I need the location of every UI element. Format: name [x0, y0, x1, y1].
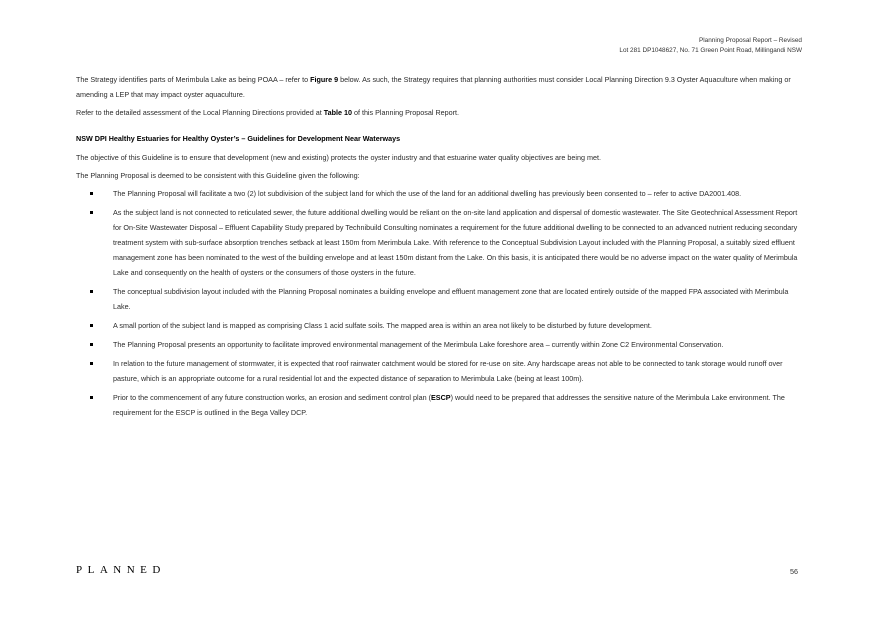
list-item-text: A small portion of the subject land is mapped as comprising Class 1 acid sulfate soils. The mapped area is within an area not likely to be disturbed by future development. — [113, 321, 652, 330]
figure-reference: Figure 9 — [310, 75, 339, 84]
section-heading: NSW DPI Healthy Estuaries for Healthy Oyster’s – Guidelines for Development Near Waterways — [76, 134, 401, 143]
list-item-text: In relation to the future management of stormwater, it is expected that roof rainwater catchment would be stored for re-use on site. Any hardscape areas not able to be connected to tank storage would runoff over pasture, which is an appropriate outcome for a rural residential lot and the expected distance of separation to Merimbula Lake (being at least 100m). — [113, 359, 783, 383]
header-title: Planning Proposal Report – Revised — [698, 37, 802, 44]
bullet-icon — [90, 192, 93, 195]
planned-logo: PLANNED — [76, 564, 166, 576]
bullet-icon — [90, 211, 93, 214]
section-paragraph-2: The Planning Proposal is deemed to be consistent with this Guideline given the following: — [76, 171, 360, 180]
list-item-text: As the subject land is not connected to reticulated sewer, the future additional dwelling would be reliant on the on-site land application and dispersal of domestic wastewater. The Site Geotechnical Assessment Report for On-Site Wastewater Disposal – Effluent Capability Study prepared by Technibuild Consulting nominates a requirement for the future additional dwelling to be connected to an advanced nutrient reducing secondary treatment system with sub-surface absorption trenches setback at least 150m from Merimbula Lake. With reference to the Conceptual Subdivision Layout included with the Planning Proposal, a suitably sized effluent management zone has been nominated to the west of the building envelope and at least 150m distant from the Lake. On this basis, it is anticipated there would be no adverse impact on the water quality of Merimbula Lake and consequently on the health of oysters or the consumers of those oysters in the future. — [113, 208, 798, 277]
list-item-text: The conceptual subdivision layout included with the Planning Proposal nominates a building envelope and effluent management zone that are located entirely outside of the mapped FPA associated with Merimbula Lake. — [113, 287, 789, 311]
bullet-icon — [90, 290, 93, 293]
intro-paragraph-2 — [76, 105, 802, 120]
bullet-icon — [90, 362, 93, 365]
page-number: 56 — [790, 567, 798, 576]
bullet-icon — [90, 324, 93, 327]
page-content — [76, 72, 802, 424]
list-item-text: Prior to the commencement of any future construction works, an erosion and sediment control plan ( — [113, 393, 432, 402]
list-item-text-cont: ) would need to be prepared that addresses the sensitive nature of the Merimbula Lake environment. The requirement for the ESCP is outlined in the Bega Valley DCP. — [113, 393, 785, 417]
intro-text: The Strategy identifies parts of Merimbula Lake as being POAA – refer to — [76, 75, 311, 84]
intro2-text: Refer to the detailed assessment of the Local Planning Directions provided at — [76, 108, 324, 117]
list-item — [76, 205, 802, 280]
intro2-text-cont: of this Planning Proposal Report. — [351, 108, 460, 117]
intro-paragraph-1 — [76, 72, 802, 102]
list-item — [76, 337, 802, 352]
table-reference: Table 10 — [323, 108, 352, 117]
list-item — [76, 390, 802, 420]
intro-text-cont: below. As such, the Strategy requires that planning authorities must consider Local Planning Direction 9.3 Oyster Aquaculture when making or amending a LEP that may impact oyster aquaculture. — [76, 75, 791, 99]
header-address: Lot 281 DP1048627, No. 71 Green Point Road, Millingandi NSW — [619, 47, 802, 54]
list-item-text: The Planning Proposal presents an opportunity to facilitate improved environmental management of the Merimbula Lake foreshore area – currently within Zone C2 Environmental Conservation. — [113, 340, 724, 349]
page-header — [619, 36, 802, 56]
consistency-list — [76, 186, 802, 420]
escp-acronym: ESCP — [431, 393, 451, 402]
list-item — [76, 284, 802, 314]
list-item — [76, 186, 802, 201]
list-item — [76, 356, 802, 386]
list-item — [76, 318, 802, 333]
bullet-icon — [90, 396, 93, 399]
list-item-text: The Planning Proposal will facilitate a two (2) lot subdivision of the subject land for which the use of the land for an additional dwelling has previously been consented to – refer to active DA2001.408. — [113, 189, 742, 198]
section-paragraph-1: The objective of this Guideline is to ensure that development (new and existing) protects the oyster industry and that estuarine water quality objectives are being met. — [76, 153, 601, 162]
bullet-icon — [90, 343, 93, 346]
